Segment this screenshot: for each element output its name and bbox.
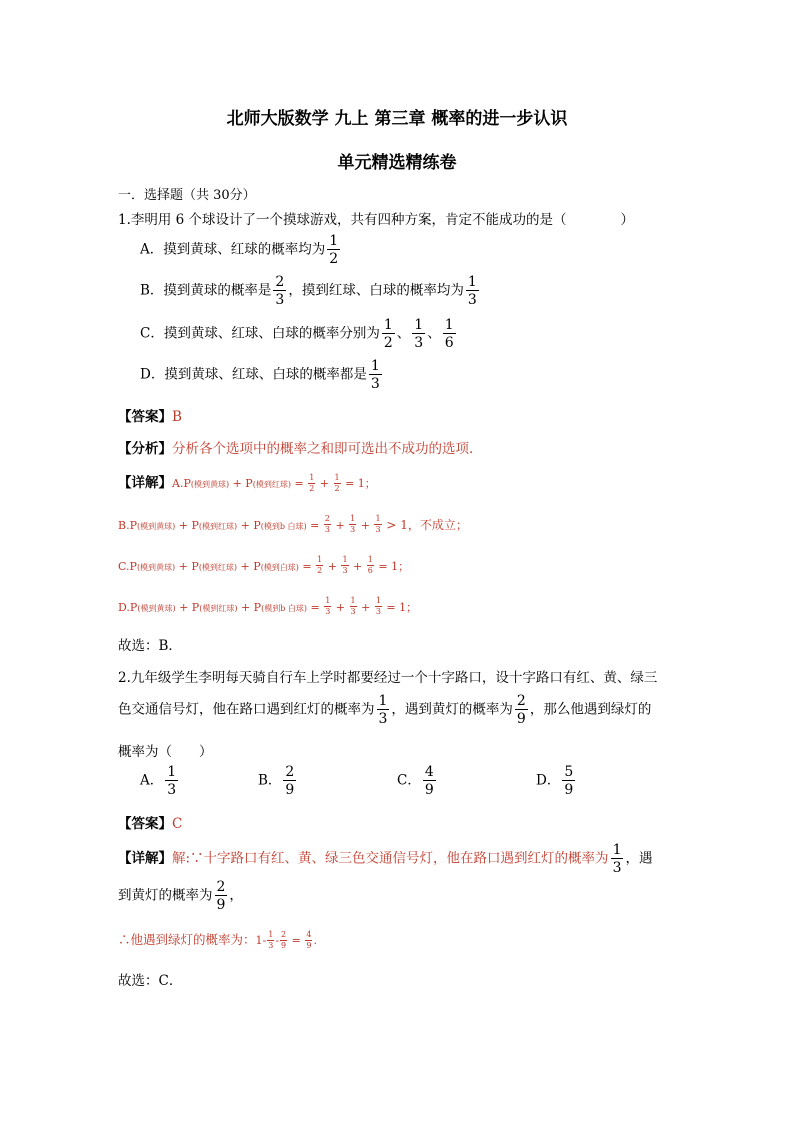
q1-option-d: [140, 359, 384, 391]
q1-detail-c: C.P(模到黄球) + P(模到红球) + P(模到白球) = $\frac{1}{2}$ + $\frac{1}{3}$ + $\frac{1}{6}$ = 1；: [118, 555, 410, 575]
answer-tag: 【答案】: [118, 409, 172, 425]
fraction: $\frac{1}{3}$: [467, 274, 477, 308]
separator: 、: [427, 325, 441, 342]
q1-detail-a: 【详解】A.P(模到黄球) + P(模到红球) = $\frac{1}{2}$ + $\frac{1}{2}$ = 1；: [118, 473, 376, 493]
fraction: $\frac{1}{2}$: [309, 473, 315, 493]
fraction: $\frac{4}{9}$: [306, 930, 312, 950]
q1-option-a: [140, 234, 342, 266]
fraction: $\frac{1}{3}$: [167, 764, 177, 798]
q2-stem-line1: 2.九年级学生李明每天骑自行车上学时都要经过一个十字路口，设十字路口有红、黄、绿三: [118, 670, 658, 686]
fraction: $\frac{1}{3}$: [350, 514, 356, 534]
fraction: $\frac{1}{2}$: [317, 555, 323, 575]
q1-conclusion: 故选：B．: [118, 638, 182, 654]
fraction: $\frac{2}{9}$: [285, 764, 295, 798]
q2-detail-line2: 到黄灯的概率为 $\frac{2}{9}$ ，: [118, 879, 243, 913]
answer-tag: 【答案】: [118, 816, 172, 832]
fraction: $\frac{1}{2}$: [334, 473, 340, 493]
q2-detail-line1: 【详解】解:∵十字路口有红、黄、绿三色交通信号灯，他在路口遇到红灯的概率为 $\frac{1}{3}$ ，遇: [118, 842, 653, 876]
fraction: $\frac{1}{2}$: [329, 233, 339, 267]
fraction: $\frac{2}{9}$: [216, 879, 226, 913]
q1-option-d-text: D．摸到黄球、红球、白球的概率都是: [140, 366, 367, 383]
q2-calc: ∴他遇到绿灯的概率为：1- $\frac{1}{3}$ - $\frac{2}{9}$ = $\frac{4}{9}$ .: [118, 930, 317, 950]
separator: 、: [396, 325, 411, 342]
answer-value: C: [172, 816, 183, 832]
answer-value: B: [172, 409, 182, 425]
page-subtitle: 单元精选精练卷: [337, 153, 457, 173]
analysis-text: 分析各个选项中的概率之和即可选出不成功的选项．: [172, 441, 483, 457]
q1-answer: [118, 405, 182, 425]
detail-tag: 【详解】: [118, 850, 172, 867]
fraction: $\frac{1}{6}$: [367, 555, 373, 575]
q2-choice-a: A． $\frac{1}{3}$: [140, 764, 177, 798]
fraction: $\frac{2}{9}$: [281, 930, 287, 950]
detail-tag: 【详解】: [118, 475, 172, 491]
fraction: $\frac{2}{3}$: [324, 514, 330, 534]
q2-choice-c: C． $\frac{4}{9}$: [397, 764, 434, 798]
analysis-tag: 【分析】: [118, 441, 172, 457]
fraction: $\frac{2}{3}$: [275, 274, 285, 308]
q2-choice-b: B． $\frac{2}{9}$: [258, 764, 295, 798]
fraction: $\frac{1}{3}$: [375, 596, 381, 616]
q2-stem-line3: 概率为（ ）: [118, 744, 213, 760]
q1-option-a-text: A．摸到黄球、红球的概率均为: [140, 241, 326, 258]
q2-choice-d: D． $\frac{5}{9}$: [536, 764, 574, 798]
q1-analysis: [118, 437, 483, 457]
fraction: $\frac{1}{3}$: [342, 555, 348, 575]
page-title: 北师大版数学 九上 第三章 概率的进一步认识: [226, 109, 568, 129]
fraction: $\frac{1}{3}$: [378, 693, 388, 727]
fraction: $\frac{1}{3}$: [268, 930, 274, 950]
fraction: $\frac{2}{9}$: [516, 693, 526, 727]
q1-option-c: [140, 318, 458, 350]
fraction: $\frac{1}{3}$: [612, 842, 622, 876]
q2-answer: [118, 812, 182, 832]
q1-detail-d: D.P(模到黄球) + P(模到红球) + P(模到b 白球) = $\frac{1}{3}$ + $\frac{1}{3}$ + $\frac{1}{3}$ = 1；: [118, 596, 418, 616]
fraction: $\frac{5}{9}$: [564, 764, 574, 798]
q2-conclusion: 故选：C．: [118, 973, 183, 989]
q1-option-c-text: C．摸到黄球、红球、白球的概率分别为: [140, 325, 380, 342]
fraction: $\frac{1}{3}$: [325, 596, 331, 616]
section-heading: 一．选择题（共 30分）: [118, 188, 256, 203]
fraction: $\frac{1}{2}$: [383, 317, 393, 351]
fraction: $\frac{1}{3}$: [350, 596, 356, 616]
q1-stem: 1.李明用 6 个球设计了一个摸球游戏，共有四种方案，肯定不能成功的是（ ）: [118, 212, 635, 228]
fraction: $\frac{4}{9}$: [424, 764, 434, 798]
q1-option-b: [140, 275, 481, 307]
fraction: $\frac{1}{3}$: [370, 358, 380, 392]
fraction: $\frac{1}{6}$: [444, 317, 454, 351]
q1-option-b-text2: ，摸到红球、白球的概率均为: [288, 282, 464, 299]
q2-stem-line2: 色交通信号灯，他在路口遇到红灯的概率为 $\frac{1}{3}$ ，遇到黄灯的概率为 $\frac{2}{9}$ ，那么他遇到绿灯的: [118, 693, 652, 727]
fraction: $\frac{1}{3}$: [375, 514, 381, 534]
q1-option-b-text: B．摸到黄球的概率是: [140, 282, 272, 299]
fraction: $\frac{1}{3}$: [414, 317, 424, 351]
q1-detail-b: B.P(模到黄球) + P(模到红球) + P(模到b 白球) = $\frac{2}{3}$ + $\frac{1}{3}$ + $\frac{1}{3}$ > 1，不成立；: [118, 514, 468, 534]
